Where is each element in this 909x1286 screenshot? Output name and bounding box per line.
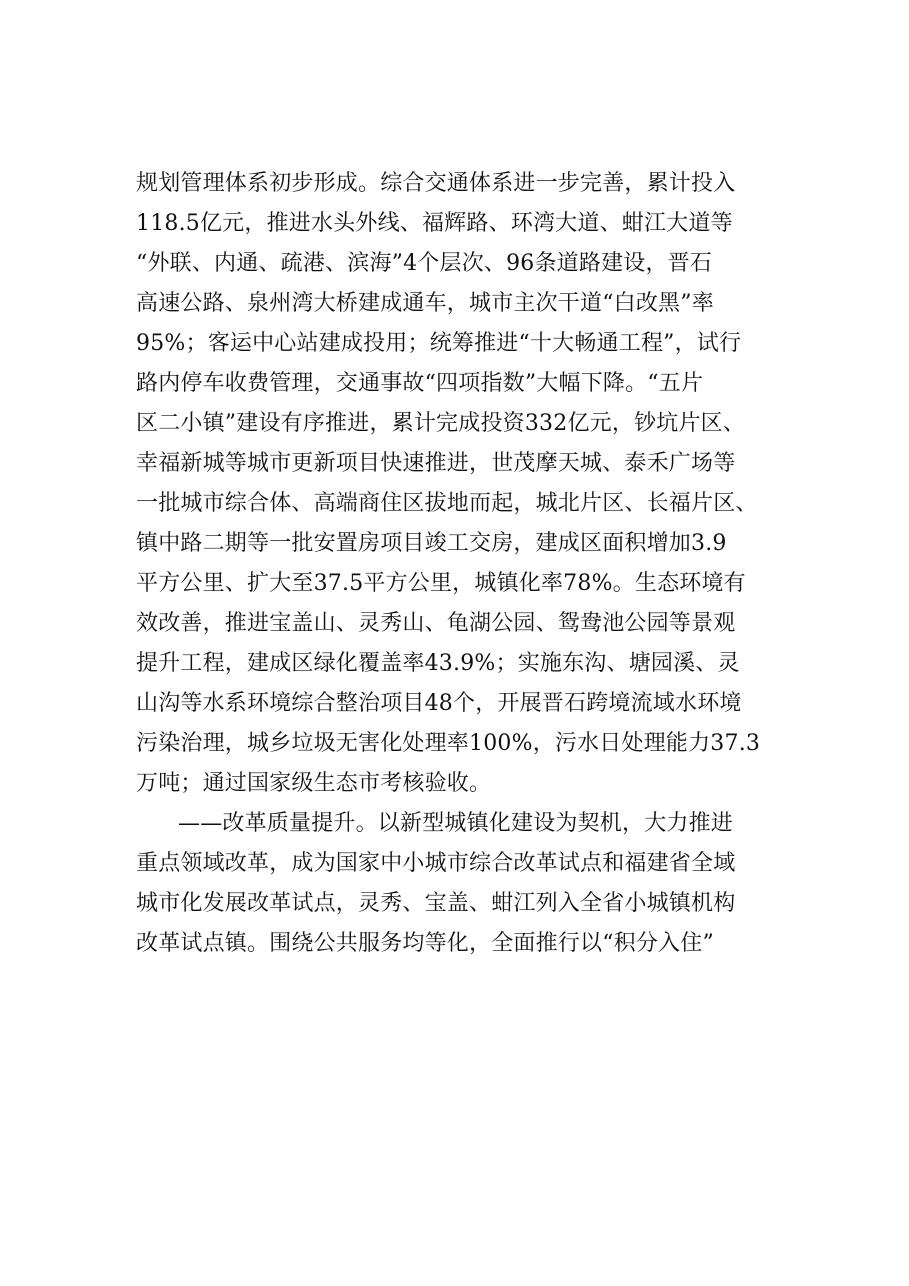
text-line: 城市化发展改革试点，灵秀、宝盖、蚶江列入全省小城镇机构 [136, 891, 736, 916]
text-line: 平方公里、扩大至37.5平方公里，城镇化率78%。生态环境有 [136, 571, 746, 596]
text-line: 幸福新城等城市更新项目快速推进，世茂摩天城、泰禾广场等 [136, 451, 736, 476]
text-line: 高速公路、泉州湾大桥建成通车，城市主次干道“白改黑”率 [136, 291, 714, 316]
text-line: 镇中路二期等一批安置房项目竣工交房，建成区面积增加3.9 [136, 531, 727, 556]
text-line: 重点领域改革，成为国家中小城市综合改革试点和福建省全域 [136, 851, 736, 876]
text-line: 118.5亿元，推进水头外线、福辉路、环湾大道、蚶江大道等 [136, 211, 733, 236]
text-line: 区二小镇”建设有序推进，累计完成投资332亿元，钞坑片区、 [136, 411, 746, 436]
text-line: 改革试点镇。围绕公共服务均等化，全面推行以“积分入住” [136, 931, 714, 956]
text-line: 万吨；通过国家级生态市考核验收。 [136, 771, 492, 796]
text-line: 提升工程，建成区绿化覆盖率43.9%；实施东沟、塘园溪、灵 [136, 651, 740, 676]
text-line: 规划管理体系初步形成。综合交通体系进一步完善，累计投入 [136, 171, 736, 196]
text-line: “外联、内通、疏港、滨海”4个层次、96条道路建设，晋石 [136, 251, 713, 276]
text-line: 污染治理，城乡垃圾无害化处理率100%，污水日处理能力37.3 [136, 731, 761, 756]
text-line: 95%；客运中心站建成投用；统筹推进“十大畅通工程”，试行 [136, 331, 742, 356]
text-line: 效改善，推进宝盖山、灵秀山、龟湖公园、鸳鸯池公园等景观 [136, 611, 736, 636]
text-line: 一批城市综合体、高端商住区拔地而起，城北片区、长福片区、 [136, 491, 758, 516]
text-line: ——改革质量提升。以新型城镇化建设为契机，大力推进 [178, 811, 734, 836]
text-line: 路内停车收费管理，交通事故“四项指数”大幅下降。“五片 [136, 371, 704, 396]
text-line: 山沟等水系环境综合整治项目48个，开展晋石跨境流域水环境 [136, 691, 742, 716]
